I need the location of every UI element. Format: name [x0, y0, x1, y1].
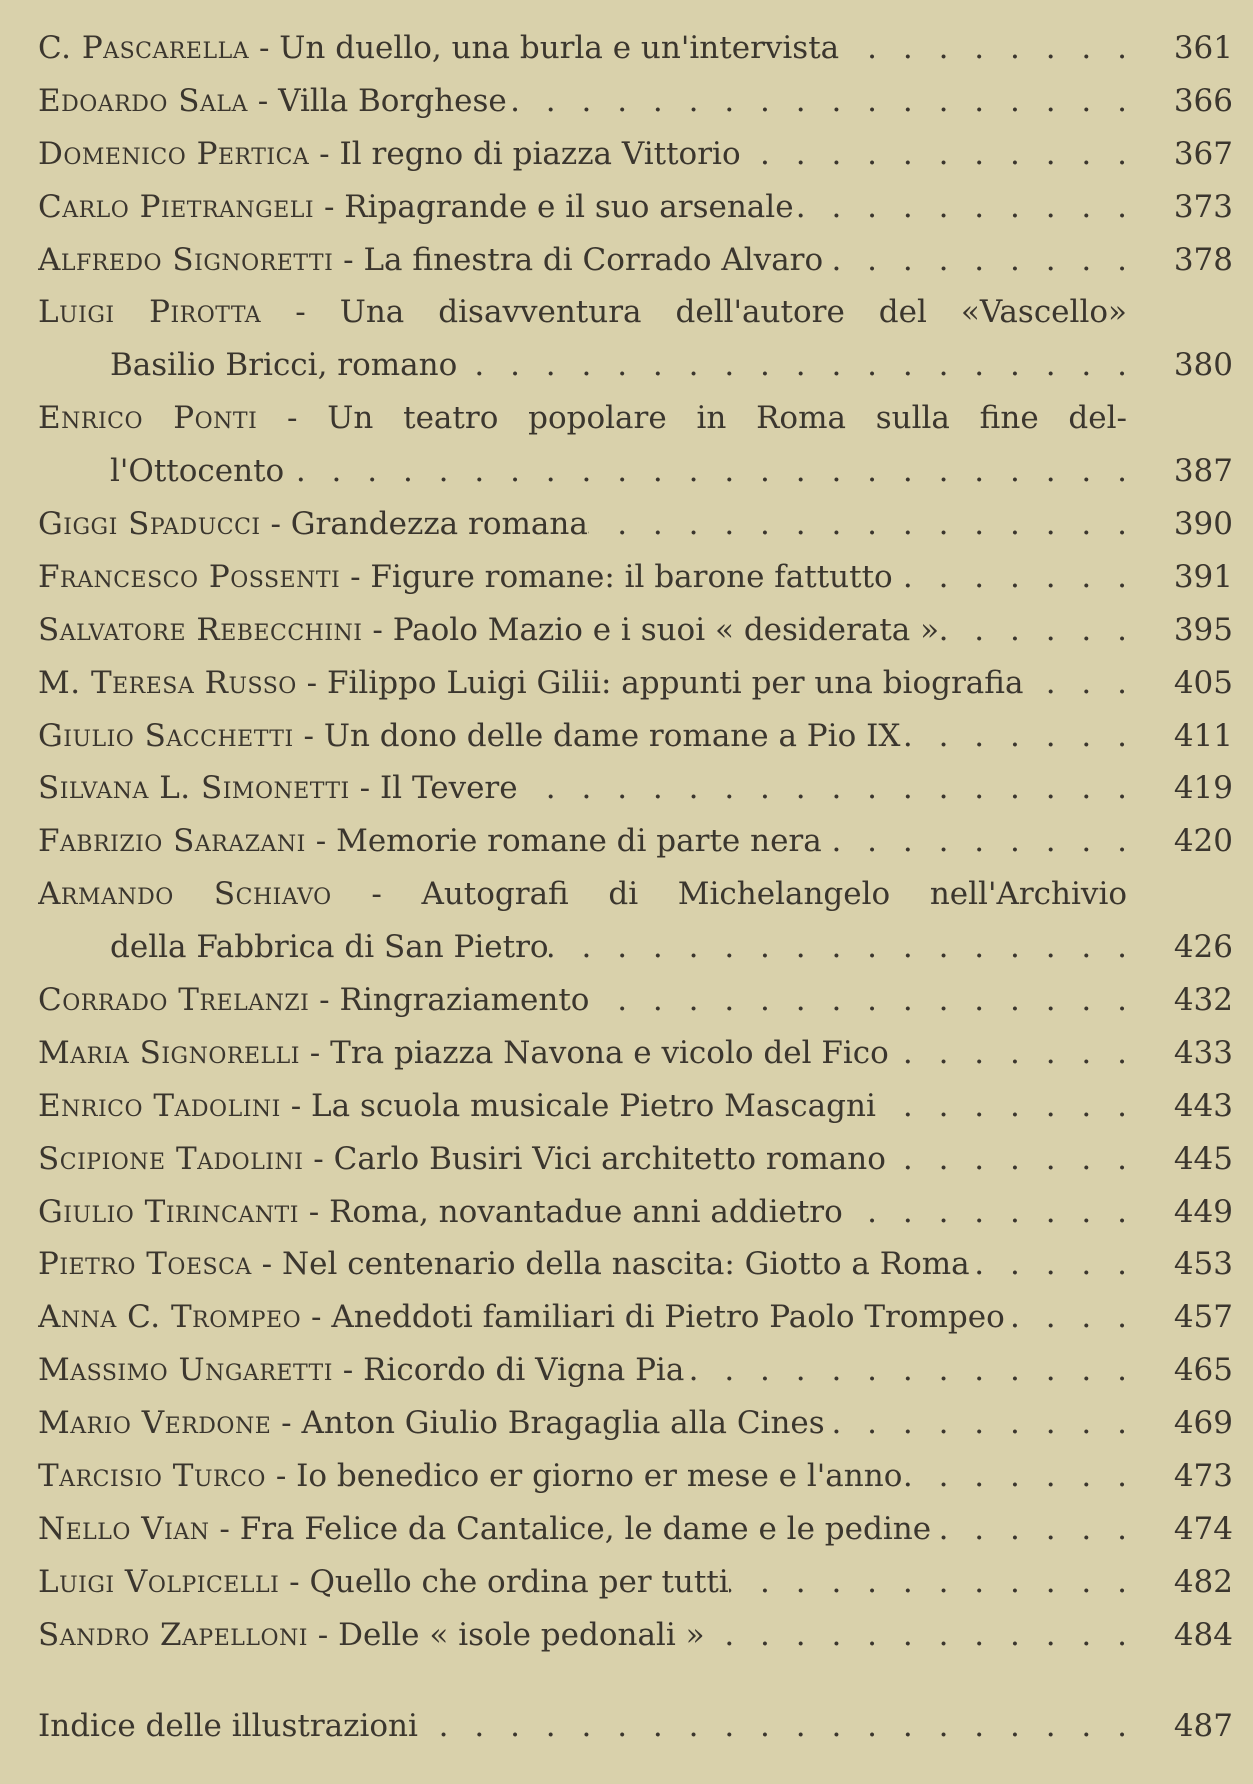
entry-text: [38, 1133, 1127, 1186]
entry-title: Ringraziamento: [339, 982, 590, 1019]
toc-entry: [38, 392, 1233, 445]
dot-leader: [588, 498, 1127, 551]
toc-entry: [38, 1450, 1233, 1503]
page-number: 469: [1173, 1405, 1233, 1442]
toc-entry-continuation: [38, 339, 1233, 392]
entry-author: Domenico Pertica: [38, 135, 310, 172]
page-number: 445: [1173, 1140, 1233, 1177]
entry-heading: [38, 1133, 886, 1186]
dot-leader: [794, 181, 1127, 234]
page-number: 367: [1173, 135, 1233, 172]
toc-entry: [38, 498, 1233, 551]
index-entry: [38, 1700, 1233, 1753]
entry-author: Maria Signorelli: [38, 1034, 300, 1071]
page-number: 487: [1173, 1707, 1233, 1744]
separator: -: [247, 82, 279, 119]
toc-entry: [38, 1186, 1233, 1239]
page-number: 465: [1173, 1352, 1233, 1389]
entry-text: [38, 1344, 1127, 1397]
entry-author: Giulio Tirincanti: [38, 1193, 299, 1230]
entry-text: [38, 392, 1127, 445]
page-number: 395: [1173, 611, 1233, 648]
page-number: 380: [1173, 347, 1233, 384]
entry-title: Un dono delle dame romane a Pio IX: [323, 717, 901, 754]
page-blank: [1127, 286, 1233, 339]
entry-author: Enrico Tadolini: [38, 1087, 281, 1124]
page-blank: [1127, 392, 1233, 445]
entry-title: Un teatro popolare in Roma sulla fine del-: [327, 400, 1127, 437]
dot-leader: [900, 710, 1127, 763]
page-number: 378: [1173, 241, 1233, 278]
separator: -: [261, 294, 340, 331]
page-number: 419: [1173, 770, 1233, 807]
entry-title: Tra piazza Navona e vicolo del Fico: [330, 1034, 889, 1071]
entry-author: Fabrizio Sarazani: [38, 823, 306, 860]
entry-heading: [38, 1027, 889, 1080]
entry-heading: [38, 286, 1127, 339]
separator: -: [340, 558, 371, 595]
entry-title: Io benedico er giorno er mese e l'anno: [296, 1458, 903, 1495]
toc-entry: [38, 1556, 1233, 1609]
entry-author: Francesco Possenti: [38, 558, 341, 595]
entry-author: Tarcisio Turco: [38, 1458, 266, 1495]
page-number: 474: [1173, 1510, 1233, 1547]
toc-entry: [38, 234, 1233, 287]
entry-text: [38, 181, 1127, 234]
toc-entry: [38, 762, 1233, 815]
dot-leader: [939, 604, 1127, 657]
dot-leader: [518, 762, 1127, 815]
page-number: 373: [1173, 188, 1233, 225]
entry-text: [38, 22, 1127, 75]
entry-heading: [38, 1450, 902, 1503]
separator: -: [305, 823, 337, 860]
entry-text: [38, 868, 1127, 921]
toc-entry: [38, 1238, 1233, 1291]
entry-text: [38, 1291, 1127, 1344]
separator: -: [296, 664, 327, 701]
page-number: 433: [1173, 1034, 1233, 1071]
page-number: 390: [1173, 506, 1233, 543]
entry-author: Carlo Pietrangeli: [38, 188, 315, 225]
separator: -: [257, 400, 328, 437]
entry-text: [38, 762, 1127, 815]
toc-entry: [38, 604, 1233, 657]
separator: -: [299, 1034, 331, 1071]
separator: -: [265, 1458, 297, 1495]
entry-text: [38, 604, 1127, 657]
dot-leader: [902, 1450, 1127, 1503]
page-number: 482: [1173, 1563, 1233, 1600]
page-number: 484: [1173, 1616, 1233, 1653]
entry-author: M. Teresa Russo: [38, 664, 297, 701]
entry-heading: [38, 1291, 1005, 1344]
entry-title-continued: Basilio Bricci, romano: [110, 347, 458, 384]
toc-entry: [38, 128, 1233, 181]
entry-text: [38, 128, 1127, 181]
entry-text: [38, 1080, 1127, 1133]
entry-title: La scuola musicale Pietro Mascagni: [311, 1087, 876, 1124]
entry-text: [38, 498, 1127, 551]
entry-title: Paolo Mazio e i suoi « desiderata »: [392, 611, 940, 648]
entry-text: [38, 815, 1127, 868]
entry-heading: [38, 657, 1023, 710]
toc-entry-continuation: [38, 445, 1233, 498]
toc-entry: [38, 22, 1233, 75]
separator: -: [309, 135, 340, 172]
entry-heading: [38, 1186, 843, 1239]
page-number: 449: [1173, 1193, 1233, 1230]
dot-leader: [839, 22, 1127, 75]
page-number: 405: [1173, 664, 1233, 701]
page-blank: [1127, 868, 1233, 921]
page-number: 391: [1173, 558, 1233, 595]
entry-title: Ricordo di Vigna Pia: [363, 1352, 685, 1389]
entry-title-continued: della Fabbrica di San Pietro: [110, 929, 549, 966]
entry-heading: [38, 974, 589, 1027]
toc-entry: [38, 710, 1233, 763]
dot-leader: [549, 921, 1127, 974]
dot-leader: [823, 234, 1127, 287]
toc-entry: [38, 1344, 1233, 1397]
toc-entry: [38, 551, 1233, 604]
entry-title: Quello che ordina per tutti: [309, 1563, 729, 1600]
toc-entry: [38, 1027, 1233, 1080]
dot-leader: [886, 1133, 1127, 1186]
toc-entry: [38, 868, 1233, 921]
toc-entry: [38, 974, 1233, 1027]
separator: -: [309, 982, 340, 1019]
separator: -: [280, 1087, 312, 1124]
entry-title: Aneddoti familiari di Pietro Paolo Trompeo: [331, 1299, 1005, 1336]
entry-author: Nello Vian: [38, 1510, 210, 1547]
page-number: 411: [1173, 717, 1233, 754]
page-number: 366: [1173, 82, 1233, 119]
entry-title: Roma, novantadue anni addietro: [329, 1193, 843, 1230]
entry-heading: [38, 604, 939, 657]
separator: -: [362, 611, 393, 648]
dot-leader: [684, 1344, 1127, 1397]
dot-leader: [1023, 657, 1127, 710]
entry-heading: [38, 1503, 931, 1556]
entry-text: [38, 1238, 1127, 1291]
entry-text: [38, 286, 1127, 339]
entry-heading: [38, 392, 1127, 445]
entry-text: [38, 1397, 1127, 1450]
entry-title: Autografi di Michelangelo nell'Archivio: [421, 876, 1127, 913]
entry-author: Enrico Ponti: [38, 400, 258, 437]
entry-title: Nel centenario della nascita: Giotto a Roma: [282, 1246, 970, 1283]
dot-leader: [507, 75, 1127, 128]
entry-author: Giggi Spaducci: [38, 506, 261, 543]
entry-author: Silvana L. Simonetti: [38, 770, 350, 807]
entry-title-continued: l'Ottocento: [110, 453, 285, 490]
entry-author: Giulio Sacchetti: [38, 717, 294, 754]
entry-text: [38, 75, 1127, 128]
separator: -: [293, 717, 324, 754]
entry-heading: [38, 75, 507, 128]
entry-text: [38, 921, 1127, 974]
entry-author: Pietro Toesca: [38, 1246, 252, 1283]
dot-leader: [970, 1238, 1127, 1291]
separator: -: [314, 188, 345, 225]
separator: -: [349, 770, 380, 807]
entry-title: Fra Felice da Cantalice, le dame e le pedine: [239, 1510, 932, 1547]
page-number: 426: [1173, 929, 1233, 966]
toc-entry: [38, 1080, 1233, 1133]
entry-author: Massimo Ungaretti: [38, 1352, 333, 1389]
separator: -: [271, 1405, 302, 1442]
entry-text: [38, 1609, 1127, 1662]
separator: -: [209, 1510, 240, 1547]
entry-heading: [38, 815, 822, 868]
entry-text: [38, 445, 1127, 498]
dot-leader: [729, 1556, 1127, 1609]
page-number: 453: [1173, 1246, 1233, 1283]
entry-text: [38, 1450, 1127, 1503]
page-number: 432: [1173, 982, 1233, 1019]
toc-entry: [38, 1291, 1233, 1344]
toc-entry: [38, 181, 1233, 234]
entry-author: Sandro Zapelloni: [38, 1616, 308, 1653]
dot-leader: [843, 1186, 1127, 1239]
separator: -: [260, 506, 291, 543]
toc-entry: [38, 75, 1233, 128]
toc-entry: [38, 1609, 1233, 1662]
entry-title: Filippo Luigi Gilii: appunti per una biografia: [326, 664, 1024, 701]
entry-heading: [38, 762, 518, 815]
dot-leader: [893, 551, 1127, 604]
entry-author: Luigi Pirotta: [38, 294, 262, 331]
dot-leader: [284, 445, 1127, 498]
entry-title: Il Tevere: [379, 770, 518, 807]
toc-entry: [38, 1133, 1233, 1186]
entry-text: [38, 551, 1127, 604]
entry-text: [38, 657, 1127, 710]
separator: -: [249, 30, 280, 66]
dot-leader: [889, 1027, 1127, 1080]
entry-author: Corrado Trelanzi: [38, 982, 310, 1019]
separator: -: [332, 1352, 364, 1389]
entry-heading: [38, 22, 839, 75]
page-number: 457: [1173, 1299, 1233, 1336]
entry-author: Alfredo Signoretti: [38, 241, 334, 278]
entry-heading: [38, 1238, 970, 1291]
separator: -: [303, 1140, 334, 1177]
entry-heading: [38, 551, 893, 604]
entry-text: [38, 1556, 1127, 1609]
entry-text: [38, 339, 1127, 392]
entry-title: Delle « isole pedonali »: [338, 1616, 705, 1653]
entry-author: C. Pascarella: [38, 30, 250, 66]
page-number: 361: [1173, 30, 1233, 66]
separator: -: [298, 1193, 330, 1230]
entry-heading: [38, 868, 1127, 921]
entry-title: Memorie romane di parte nera: [336, 823, 822, 860]
table-of-contents: [38, 22, 1233, 1753]
entry-author: Armando Schiavo: [38, 876, 332, 913]
toc-entry-continuation: [38, 921, 1233, 974]
entry-text: [38, 1027, 1127, 1080]
entry-heading: [38, 1609, 705, 1662]
entry-text: [38, 974, 1127, 1027]
separator: -: [279, 1563, 310, 1600]
entry-title: Anton Giulio Bragaglia alla Cines: [301, 1405, 825, 1442]
entry-text: [38, 1700, 1127, 1753]
dot-leader: [741, 128, 1127, 181]
separator: -: [331, 876, 422, 913]
entry-title: Villa Borghese: [278, 82, 507, 119]
entry-author: Edoardo Sala: [38, 82, 248, 119]
entry-heading: [38, 710, 900, 763]
dot-leader: [418, 1700, 1127, 1753]
entry-title: Il regno di piazza Vittorio: [339, 135, 741, 172]
entry-author: Anna C. Trompeo: [38, 1299, 302, 1336]
entry-text: [38, 1186, 1127, 1239]
spacer: [38, 1662, 1233, 1700]
entry-text: [38, 1503, 1127, 1556]
entry-heading: [38, 1397, 825, 1450]
entry-text: [38, 710, 1127, 763]
page-number: 420: [1173, 823, 1233, 860]
entry-author: Luigi Volpicelli: [38, 1563, 280, 1600]
entry-text: [38, 234, 1127, 287]
entry-title: Un duello, una burla e un'intervista: [279, 30, 840, 66]
entry-heading: [38, 1080, 876, 1133]
page-number: 387: [1173, 453, 1233, 490]
entry-heading: [38, 128, 741, 181]
entry-title: La finestra di Corrado Alvaro: [363, 241, 824, 278]
dot-leader: [1005, 1291, 1127, 1344]
dot-leader: [822, 815, 1127, 868]
separator: -: [333, 241, 364, 278]
entry-author: Mario Verdone: [38, 1405, 272, 1442]
index-title: Indice delle illustrazioni: [38, 1707, 418, 1744]
dot-leader: [931, 1503, 1127, 1556]
entry-title: Figure romane: il barone fattutto: [370, 558, 893, 595]
toc-entry: [38, 657, 1233, 710]
entry-heading: [38, 181, 794, 234]
entry-author: Scipione Tadolini: [38, 1140, 304, 1177]
toc-entry: [38, 815, 1233, 868]
entry-title: Una disavventura dell'autore del «Vascello»: [339, 294, 1127, 331]
page-number: 443: [1173, 1087, 1233, 1124]
toc-entry: [38, 1397, 1233, 1450]
page-number: 473: [1173, 1458, 1233, 1495]
entry-heading: [38, 234, 823, 287]
dot-leader: [876, 1080, 1127, 1133]
toc-entry: [38, 286, 1233, 339]
dot-leader: [825, 1397, 1127, 1450]
entry-author: Salvatore Rebecchini: [38, 611, 363, 648]
entry-heading: [38, 1344, 684, 1397]
dot-leader: [705, 1609, 1127, 1662]
entry-heading: [38, 1556, 729, 1609]
entry-heading: [38, 498, 588, 551]
entry-title: Grandezza romana: [290, 506, 588, 543]
dot-leader: [589, 974, 1127, 1027]
separator: -: [251, 1246, 282, 1283]
entry-title: Carlo Busiri Vici architetto romano: [333, 1140, 886, 1177]
separator: -: [307, 1616, 339, 1653]
dot-leader: [457, 339, 1127, 392]
toc-entry: [38, 1503, 1233, 1556]
entry-title: Ripagrande e il suo arsenale: [344, 188, 794, 225]
separator: -: [301, 1299, 332, 1336]
